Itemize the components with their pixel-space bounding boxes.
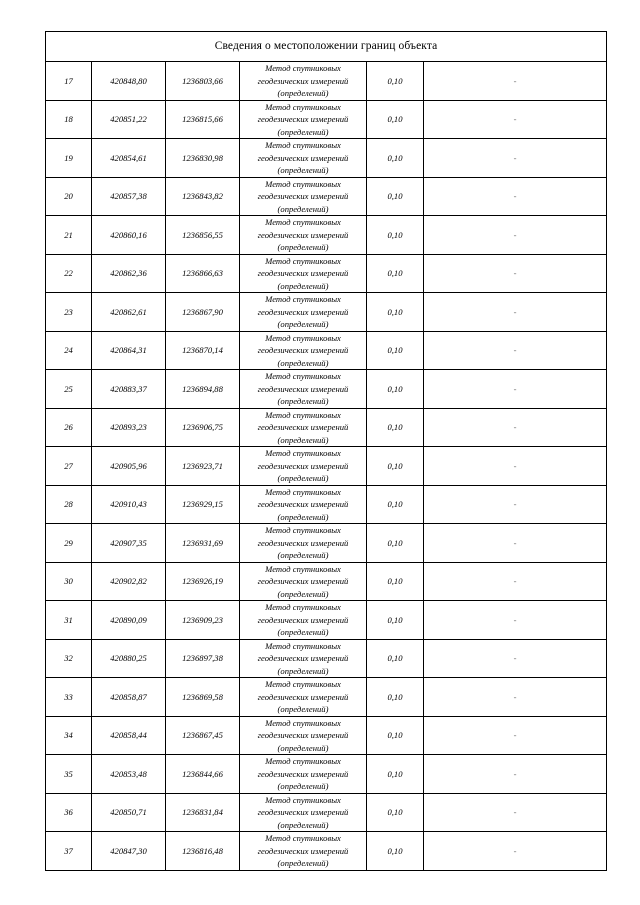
accuracy-cell: 0,10 [367,62,424,101]
method-cell [240,755,367,794]
method-cell [240,331,367,370]
description-cell: - [424,678,607,717]
method-line: (определений) [277,357,329,368]
method-cell [240,524,367,563]
method-line: (определений) [277,88,329,98]
method-line: (определений) [277,165,329,175]
accuracy-cell: 0,10 [367,562,424,601]
coord-y-cell: 1236843,82 [166,177,240,216]
point-number-cell: 23 [46,293,92,332]
description-cell: - [424,331,607,370]
accuracy-cell: 0,10 [367,100,424,139]
coord-x-cell: 420862,61 [92,293,166,332]
accuracy-cell: 0,10 [367,177,424,216]
method-cell [240,139,367,178]
point-number-cell: 34 [46,716,92,755]
method-line: Метод спутниковых [265,756,341,766]
boundary-table [45,31,607,871]
coord-x-cell: 420854,61 [92,139,166,178]
point-number-cell: 30 [46,562,92,601]
description-cell: - [424,716,607,755]
coord-y-cell: 1236906,75 [166,408,240,447]
method-cell [240,793,367,832]
accuracy-cell: 0,10 [367,216,424,255]
point-number-cell: 19 [46,139,92,178]
method-line: геодезических измерений [257,229,349,240]
coord-y-cell: 1236867,45 [166,716,240,755]
method-line: геодезических измерений [257,306,349,317]
point-number-cell: 17 [46,62,92,101]
method-line: (определений) [277,511,329,522]
method-cell [240,216,367,255]
coord-x-cell: 420907,35 [92,524,166,563]
accuracy-cell: 0,10 [367,832,424,871]
method-line: (определений) [277,396,329,406]
coord-x-cell: 420860,16 [92,216,166,255]
coord-x-cell: 420893,23 [92,408,166,447]
coord-x-cell: 420902,82 [92,562,166,601]
method-line: Метод спутниковых [265,448,341,458]
method-line: геодезических измерений [257,499,349,509]
table-row [46,485,607,524]
method-cell [240,254,367,293]
accuracy-cell: 0,10 [367,331,424,370]
point-number-cell: 31 [46,601,92,640]
coord-x-cell: 420850,71 [92,793,166,832]
method-line: (определений) [277,550,329,560]
coord-x-cell: 420883,37 [92,370,166,409]
coord-y-cell: 1236866,63 [166,254,240,293]
method-line: (определений) [277,126,329,137]
table-row [46,755,607,794]
coord-y-cell: 1236909,23 [166,601,240,640]
method-cell [240,370,367,409]
method-line: (определений) [277,242,329,252]
point-number-cell: 28 [46,485,92,524]
accuracy-cell: 0,10 [367,293,424,332]
coord-y-cell: 1236856,55 [166,216,240,255]
description-cell: - [424,755,607,794]
method-line: Метод спутниковых [265,833,341,843]
description-cell: - [424,139,607,178]
method-line: геодезических измерений [257,730,349,740]
method-line: геодезических измерений [257,345,349,355]
accuracy-cell: 0,10 [367,139,424,178]
method-line: Метод спутниковых [265,640,341,651]
accuracy-cell: 0,10 [367,601,424,640]
description-cell: - [424,216,607,255]
description-cell: - [424,254,607,293]
method-line: геодезических измерений [257,191,349,201]
coord-y-cell: 1236870,14 [166,331,240,370]
method-line: геодезических измерений [257,75,349,86]
method-cell [240,408,367,447]
method-line: (определений) [277,319,329,329]
coord-x-cell: 420864,31 [92,331,166,370]
method-line: Метод спутниковых [265,101,341,112]
accuracy-cell: 0,10 [367,447,424,486]
method-line: (определений) [277,203,329,214]
point-number-cell: 36 [46,793,92,832]
method-line: Метод спутниковых [265,63,341,73]
method-cell [240,100,367,139]
description-cell: - [424,639,607,678]
accuracy-cell: 0,10 [367,793,424,832]
description-cell: - [424,832,607,871]
description-cell: - [424,293,607,332]
coord-y-cell: 1236926,19 [166,562,240,601]
coord-x-cell: 420880,25 [92,639,166,678]
table-row [46,601,607,640]
description-cell: - [424,524,607,563]
method-line: Метод спутниковых [265,679,341,689]
method-line: геодезических измерений [257,768,349,779]
coord-x-cell: 420890,09 [92,601,166,640]
method-line: Метод спутниковых [265,217,341,227]
coord-x-cell: 420851,22 [92,100,166,139]
description-cell: - [424,447,607,486]
description-cell: - [424,100,607,139]
method-line: геодезических измерений [257,268,349,278]
method-line: Метод спутниковых [265,332,341,343]
method-line: геодезических измерений [257,460,349,471]
point-number-cell: 26 [46,408,92,447]
coord-y-cell: 1236897,38 [166,639,240,678]
table-row [46,293,607,332]
coord-x-cell: 420910,43 [92,485,166,524]
coord-y-cell: 1236831,84 [166,793,240,832]
method-line: геодезических измерений [257,152,349,163]
coord-y-cell: 1236803,66 [166,62,240,101]
coord-y-cell: 1236816,48 [166,832,240,871]
point-number-cell: 37 [46,832,92,871]
coord-y-cell: 1236815,66 [166,100,240,139]
table-row [46,254,607,293]
accuracy-cell: 0,10 [367,755,424,794]
method-line: геодезических измерений [257,537,349,548]
method-line: (определений) [277,858,329,868]
table-row [46,100,607,139]
method-line: геодезических измерений [257,807,349,817]
method-line: геодезических измерений [257,422,349,432]
method-line: геодезических измерений [257,114,349,124]
description-cell: - [424,408,607,447]
table-row [46,678,607,717]
table-row [46,447,607,486]
method-line: (определений) [277,588,329,599]
coord-x-cell: 420857,38 [92,177,166,216]
method-cell [240,639,367,678]
accuracy-cell: 0,10 [367,254,424,293]
coord-x-cell: 420858,87 [92,678,166,717]
method-line: геодезических измерений [257,576,349,586]
method-line: Метод спутниковых [265,717,341,728]
coord-x-cell: 420853,48 [92,755,166,794]
method-line: (определений) [277,473,329,483]
method-line: Метод спутниковых [265,294,341,304]
method-cell [240,562,367,601]
table-title: Сведения о местоположении границ объекта [46,32,607,62]
method-line: Метод спутниковых [265,255,341,266]
description-cell: - [424,177,607,216]
coord-y-cell: 1236929,15 [166,485,240,524]
coord-y-cell: 1236931,69 [166,524,240,563]
method-line: Метод спутниковых [265,371,341,381]
table-row [46,793,607,832]
accuracy-cell: 0,10 [367,678,424,717]
point-number-cell: 22 [46,254,92,293]
table-title-row [46,32,607,62]
method-line: Метод спутниковых [265,525,341,535]
point-number-cell: 32 [46,639,92,678]
accuracy-cell: 0,10 [367,370,424,409]
point-number-cell: 29 [46,524,92,563]
method-line: Метод спутниковых [265,486,341,497]
method-line: Метод спутниковых [265,602,341,612]
method-line: Метод спутниковых [265,409,341,420]
table-row [46,370,607,409]
coord-y-cell: 1236867,90 [166,293,240,332]
table-row [46,639,607,678]
method-line: (определений) [277,742,329,753]
table-row [46,524,607,563]
coord-x-cell: 420847,30 [92,832,166,871]
coord-x-cell: 420848,80 [92,62,166,101]
table-row [46,177,607,216]
accuracy-cell: 0,10 [367,639,424,678]
method-line: (определений) [277,627,329,637]
method-cell [240,447,367,486]
method-cell [240,716,367,755]
method-line: Метод спутниковых [265,140,341,150]
method-line: (определений) [277,819,329,830]
table-row [46,832,607,871]
description-cell: - [424,370,607,409]
description-cell: - [424,62,607,101]
method-cell [240,177,367,216]
description-cell: - [424,562,607,601]
method-cell [240,485,367,524]
method-line: Метод спутниковых [265,794,341,805]
coord-y-cell: 1236923,71 [166,447,240,486]
table-row [46,562,607,601]
table-row [46,139,607,178]
description-cell: - [424,793,607,832]
accuracy-cell: 0,10 [367,485,424,524]
method-line: (определений) [277,434,329,445]
method-line: геодезических измерений [257,383,349,394]
method-line: геодезических измерений [257,691,349,702]
method-line: Метод спутниковых [265,178,341,189]
coord-x-cell: 420862,36 [92,254,166,293]
coord-y-cell: 1236844,66 [166,755,240,794]
method-cell [240,62,367,101]
accuracy-cell: 0,10 [367,716,424,755]
table-row [46,216,607,255]
method-line: геодезических измерений [257,653,349,663]
method-cell [240,832,367,871]
point-number-cell: 35 [46,755,92,794]
method-line: геодезических измерений [257,845,349,856]
method-line: (определений) [277,280,329,291]
accuracy-cell: 0,10 [367,408,424,447]
method-line: (определений) [277,704,329,714]
description-cell: - [424,601,607,640]
coord-y-cell: 1236894,88 [166,370,240,409]
point-number-cell: 21 [46,216,92,255]
method-line: (определений) [277,781,329,791]
method-cell [240,601,367,640]
coord-x-cell: 420858,44 [92,716,166,755]
point-number-cell: 33 [46,678,92,717]
method-line: (определений) [277,665,329,676]
document-sheet [45,31,606,871]
method-line: геодезических измерений [257,614,349,625]
table-row [46,331,607,370]
method-cell [240,293,367,332]
description-cell: - [424,485,607,524]
point-number-cell: 18 [46,100,92,139]
point-number-cell: 24 [46,331,92,370]
coord-x-cell: 420905,96 [92,447,166,486]
table-row [46,408,607,447]
point-number-cell: 27 [46,447,92,486]
table-row [46,62,607,101]
method-cell [240,678,367,717]
point-number-cell: 20 [46,177,92,216]
table-row [46,716,607,755]
point-number-cell: 25 [46,370,92,409]
coord-y-cell: 1236830,98 [166,139,240,178]
method-line: Метод спутниковых [265,563,341,574]
coord-y-cell: 1236869,58 [166,678,240,717]
accuracy-cell: 0,10 [367,524,424,563]
